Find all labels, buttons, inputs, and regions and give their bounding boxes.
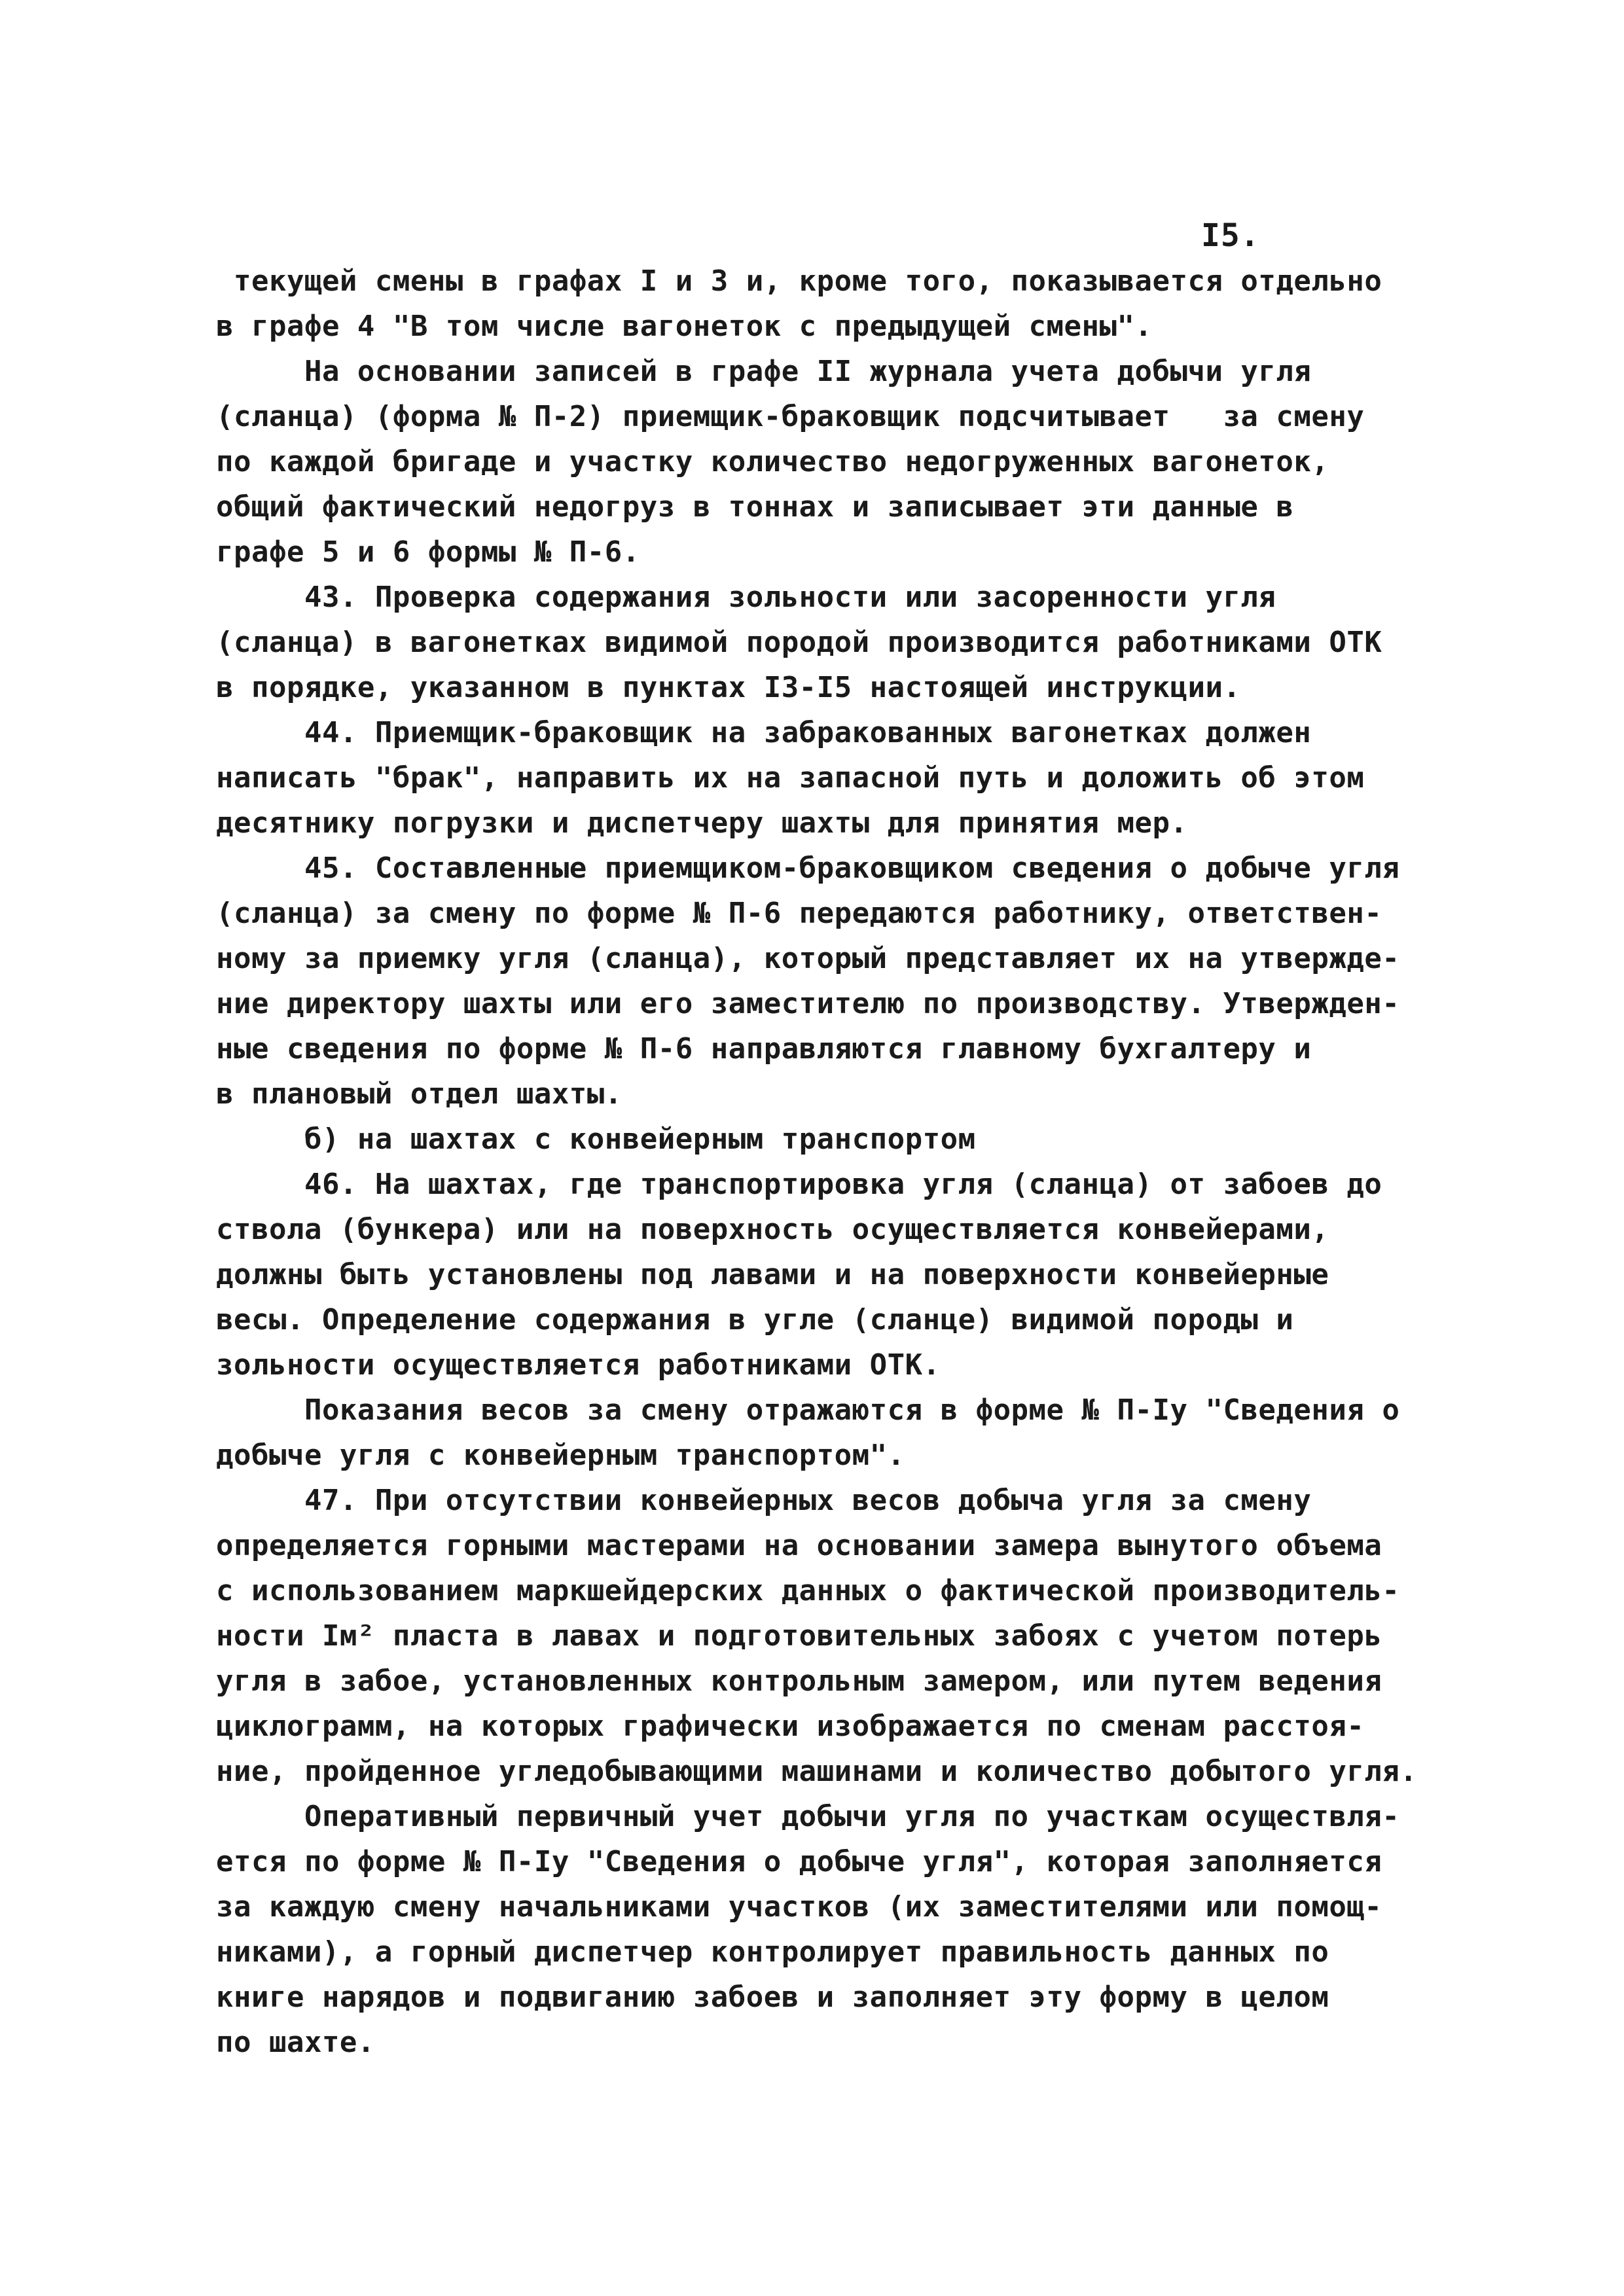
text-line: 45. Составленные приемщиком-браковщиком сведения о добыче угля	[216, 852, 1400, 885]
text-line: текущей смены в графах I и 3 и, кроме того, показывается отдельно	[216, 264, 1382, 298]
text-line: весы. Определение содержания в угле (сланце) видимой породы и	[216, 1303, 1294, 1336]
text-line: ности Iм² пласта в лавах и подготовительных забоях с учетом потерь	[216, 1619, 1382, 1653]
text-line: за каждую смену начальниками участков (их заместителями или помощ-	[216, 1890, 1382, 1924]
text-line: в графе 4 "В том числе вагонеток с предыдущей смены".	[216, 310, 1153, 343]
text-line: ние, пройденное угледобывающими машинами и количество добытого угля.	[216, 1755, 1418, 1788]
text-line: ному за приемку угля (сланца), который представляет их на утвержде-	[216, 942, 1400, 975]
text-line: книге нарядов и подвиганию забоев и заполняет эту форму в целом	[216, 1981, 1329, 2014]
text-line: 46. На шахтах, где транспортировка угля (сланца) от забоев до	[216, 1168, 1382, 1201]
text-line: (сланца) (форма № П-2) приемщик-браковщик подсчитывает за смену	[216, 400, 1365, 433]
text-line: по шахте.	[216, 2026, 375, 2059]
text-line: с использованием маркшейдерских данных о фактической производитель-	[216, 1574, 1400, 1607]
text-line: написать "брак", направить их на запасной путь и доложить об этом	[216, 761, 1365, 795]
text-line: ные сведения по форме № П-6 направляются главному бухгалтеру и	[216, 1032, 1312, 1066]
text-line: 44. Приемщик-браковщик на забракованных вагонетках должен	[216, 716, 1312, 749]
text-line: общий фактический недогруз в тоннах и записывает эти данные в	[216, 490, 1294, 524]
text-line: добыче угля с конвейерным транспортом".	[216, 1439, 905, 1472]
page-number: I5.	[1201, 217, 1260, 254]
text-line: угля в забое, установленных контрольным замером, или путем ведения	[216, 1664, 1382, 1698]
text-line: 43. Проверка содержания зольности или засоренности угля	[216, 581, 1276, 614]
text-line: десятнику погрузки и диспетчеру шахты для принятия мер.	[216, 806, 1188, 840]
text-line: в порядке, указанном в пунктах I3-I5 настоящей инструкции.	[216, 671, 1241, 704]
text-line: должны быть установлены под лавами и на поверхности конвейерные	[216, 1258, 1329, 1291]
text-line: циклограмм, на которых графически изображается по сменам расстоя-	[216, 1710, 1365, 1743]
text-line: ние директору шахты или его заместителю по производству. Утвержден-	[216, 987, 1400, 1020]
text-line: Показания весов за смену отражаются в форме № П-Iу "Сведения о	[216, 1393, 1400, 1427]
text-line: графе 5 и 6 формы № П-6.	[216, 535, 640, 569]
text-line: ствола (бункера) или на поверхность осуществляется конвейерами,	[216, 1213, 1329, 1246]
text-line: зольности осуществляется работниками ОТК.	[216, 1348, 941, 1382]
text-line: в плановый отдел шахты.	[216, 1077, 623, 1111]
text-line: Оперативный первичный учет добычи угля по участкам осуществля-	[216, 1800, 1400, 1833]
text-line: по каждой бригаде и участку количество недогруженных вагонеток,	[216, 445, 1329, 478]
text-line: определяется горными мастерами на основании замера вынутого объема	[216, 1529, 1382, 1562]
text-line: никами), а горный диспетчер контролирует правильность данных по	[216, 1935, 1329, 1969]
text-line: 47. При отсутствии конвейерных весов добыча угля за смену	[216, 1484, 1312, 1517]
text-line: б) на шахтах с конвейерным транспортом	[216, 1122, 976, 1156]
text-line: На основании записей в графе II журнала учета добычи угля	[216, 355, 1312, 388]
text-line: (сланца) в вагонетках видимой породой производится работниками ОТК	[216, 626, 1382, 659]
text-line: ется по форме № П-Iу "Сведения о добыче угля", которая заполняется	[216, 1845, 1382, 1878]
text-line: (сланца) за смену по форме № П-6 передаются работнику, ответствен-	[216, 897, 1382, 930]
body-text	[216, 259, 1460, 2065]
